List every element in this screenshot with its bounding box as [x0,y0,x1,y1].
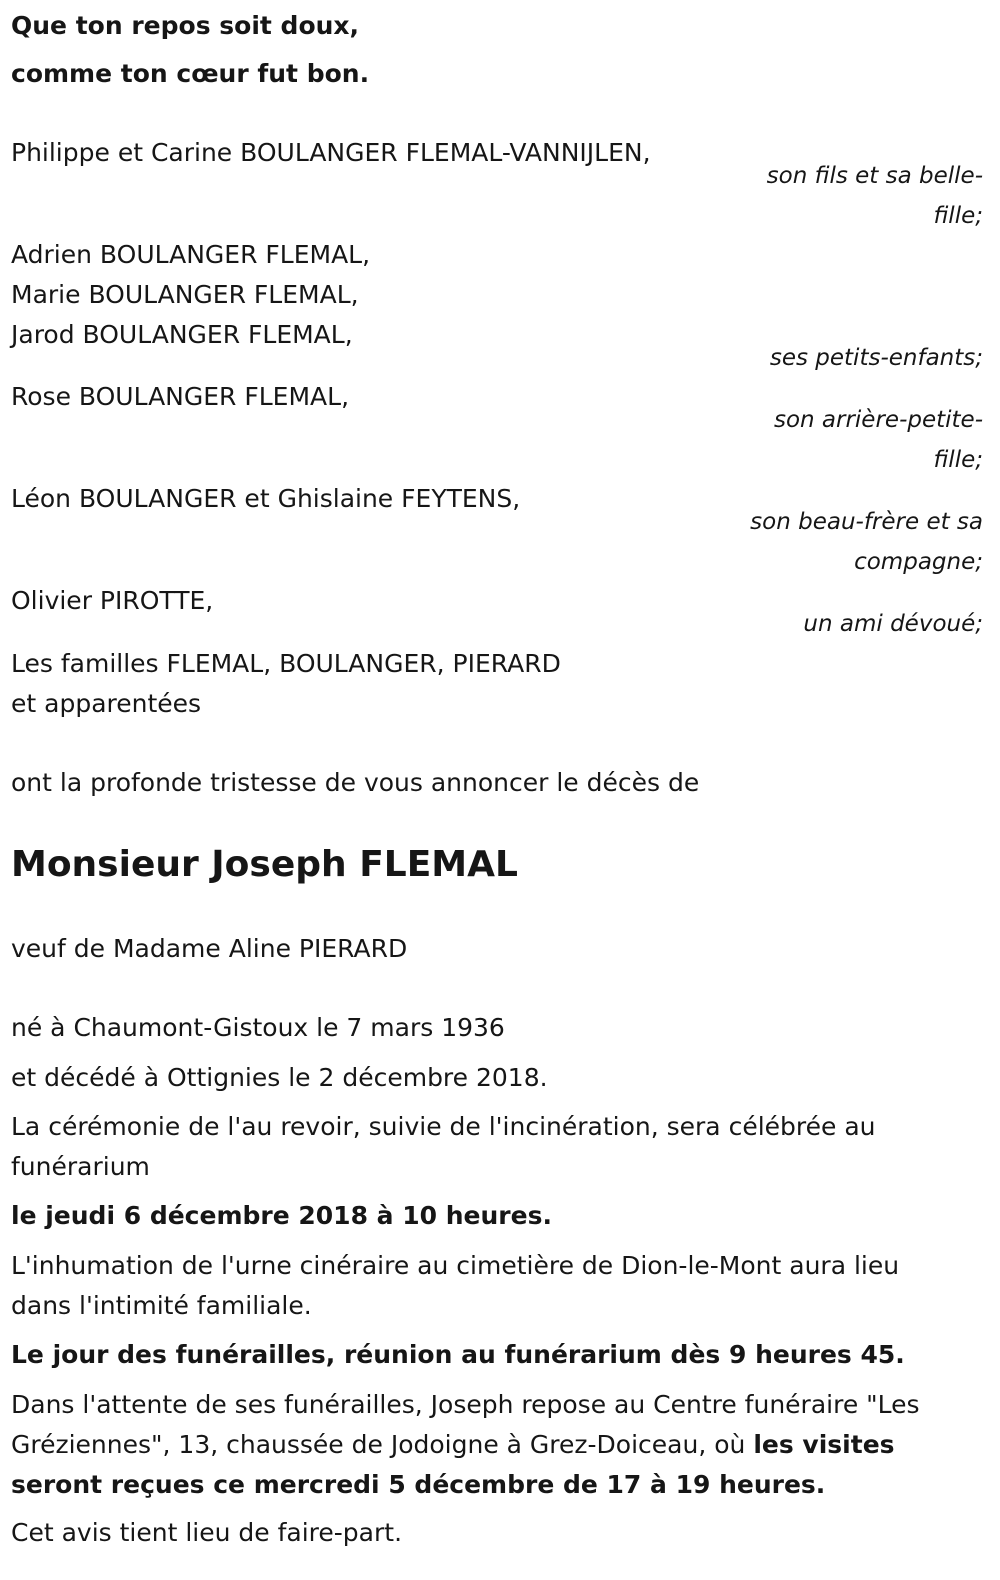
family-member: Philippe et Carine BOULANGER FLEMAL-VANNIJLEN, [11,138,651,167]
relation-label: son beau-frère et sa [750,509,983,535]
burial-text: L'inhumation de l'urne cinéraire au cimetière de Dion-le-Mont aura lieu [11,1251,900,1280]
visits-text: Dans l'attente de ses funérailles, Joseph repose au Centre funéraire "Les [11,1390,920,1419]
footer-note: Cet avis tient lieu de faire-part. [11,1518,403,1547]
meeting-text: Le jour des funérailles, réunion au funérarium dès 9 heures 45. [11,1340,905,1369]
birth-line: né à Chaumont-Gistoux le 7 mars 1936 [11,1013,505,1042]
verse-line-2: comme ton cœur fut bon. [11,59,370,88]
deceased-name: Monsieur Joseph FLEMAL [11,844,518,885]
widower-line: veuf de Madame Aline PIERARD [11,934,408,963]
family-member: Léon BOULANGER et Ghislaine FEYTENS, [11,484,521,513]
family-member: et apparentées [11,689,202,718]
ceremony-text: funérarium [11,1152,150,1181]
visits-highlight: les visites [753,1430,895,1459]
ceremony-text: La cérémonie de l'au revoir, suivie de l'incinération, sera célébrée au [11,1112,876,1141]
death-line: et décédé à Ottignies le 2 décembre 2018. [11,1063,548,1092]
family-member: Adrien BOULANGER FLEMAL, [11,240,371,269]
visits-schedule: seront reçues ce mercredi 5 décembre de 17 à 19 heures. [11,1470,826,1499]
burial-text: dans l'intimité familiale. [11,1291,312,1320]
relation-label: un ami dévoué; [803,611,983,637]
relation-label: son arrière-petite- [773,407,983,433]
verse-line-1: Que ton repos soit doux, [11,11,360,40]
announcement-text: ont la profonde tristesse de vous annoncer le décès de [11,768,700,797]
family-member: Les familles FLEMAL, BOULANGER, PIERARD [11,649,561,678]
relation-label: son fils et sa belle- [766,163,983,189]
relation-label: ses petits-enfants; [769,345,983,371]
ceremony-date: le jeudi 6 décembre 2018 à 10 heures. [11,1201,552,1230]
relation-label: fille; [933,447,983,473]
family-member: Marie BOULANGER FLEMAL, [11,280,359,309]
family-member: Olivier PIROTTE, [11,586,214,615]
family-member: Jarod BOULANGER FLEMAL, [11,320,353,349]
visits-address: Gréziennes", 13, chaussée de Jodoigne à Grez-Doiceau, où [11,1430,754,1459]
relation-label: compagne; [854,549,983,575]
visits-text [11,1425,895,1465]
family-member: Rose BOULANGER FLEMAL, [11,382,350,411]
relation-label: fille; [933,203,983,229]
